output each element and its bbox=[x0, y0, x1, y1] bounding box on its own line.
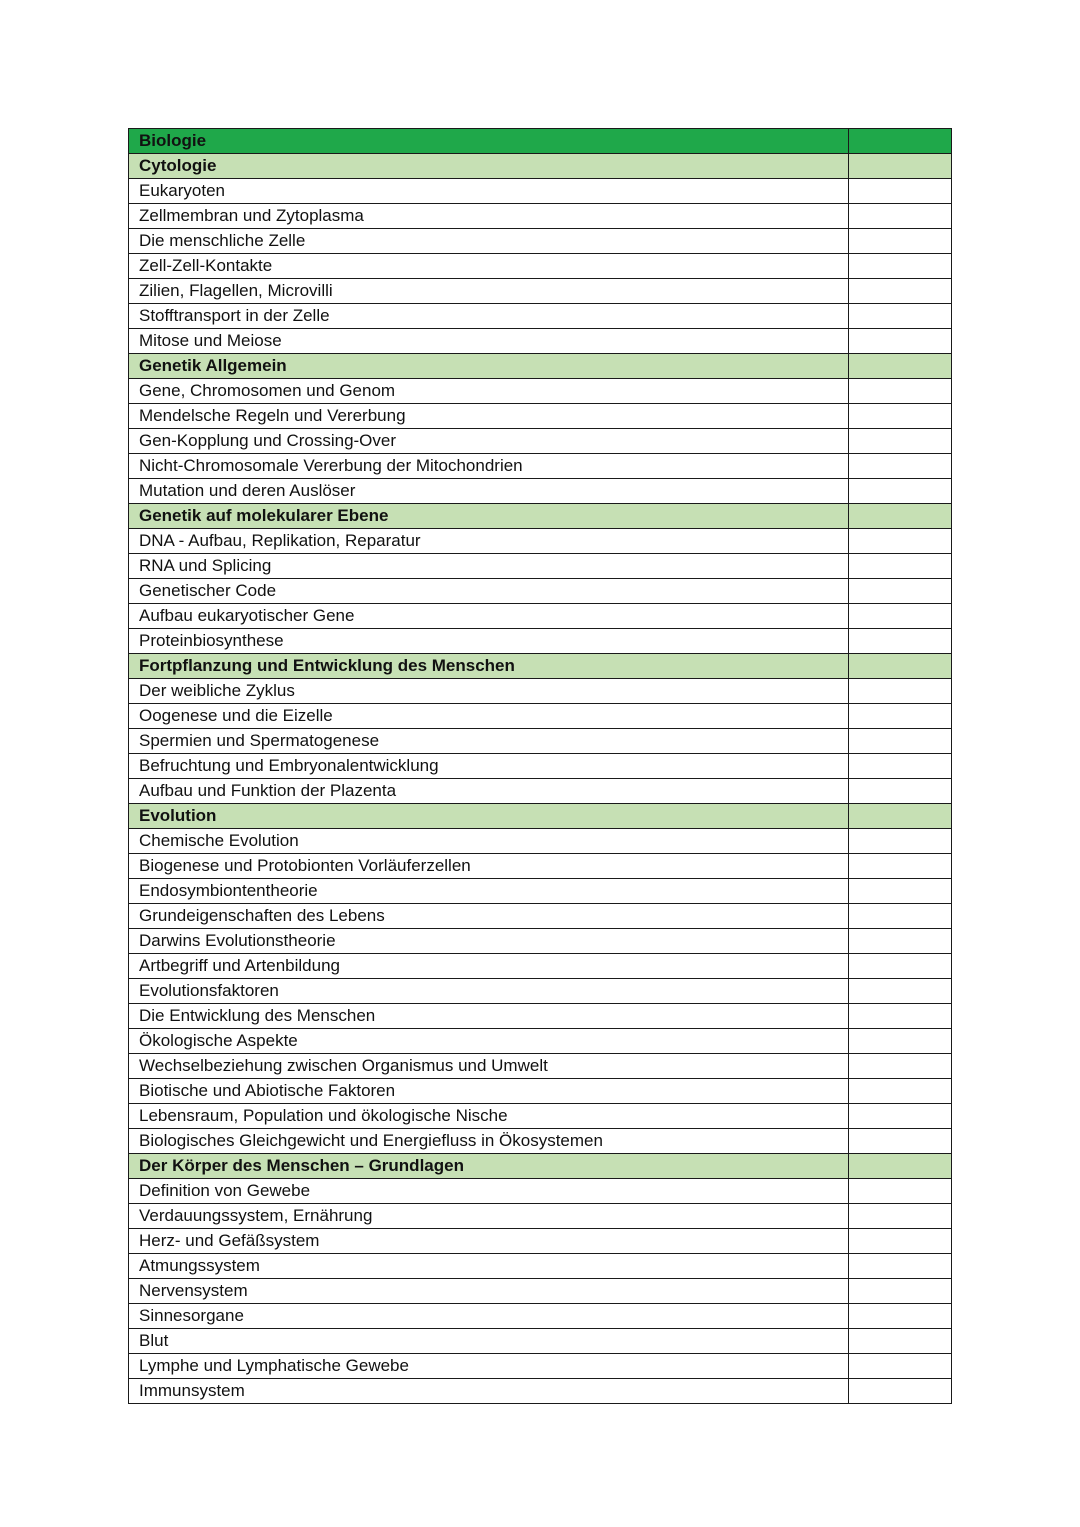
topic-check-cell[interactable] bbox=[849, 479, 952, 504]
topic-label: Mendelsche Regeln und Vererbung bbox=[129, 404, 849, 429]
topic-row bbox=[129, 779, 952, 804]
topic-check-cell[interactable] bbox=[849, 879, 952, 904]
topic-check-cell[interactable] bbox=[849, 529, 952, 554]
topic-row bbox=[129, 1054, 952, 1079]
topic-row bbox=[129, 1304, 952, 1329]
topic-label: Evolutionsfaktoren bbox=[129, 979, 849, 1004]
topic-row bbox=[129, 179, 952, 204]
topic-label: Stofftransport in der Zelle bbox=[129, 304, 849, 329]
topic-label: Lebensraum, Population und ökologische Nische bbox=[129, 1104, 849, 1129]
topic-check-cell[interactable] bbox=[849, 1054, 952, 1079]
topic-label: Wechselbeziehung zwischen Organismus und Umwelt bbox=[129, 1054, 849, 1079]
table-body bbox=[129, 129, 952, 1404]
topic-label: Proteinbiosynthese bbox=[129, 629, 849, 654]
topic-label: Oogenese und die Eizelle bbox=[129, 704, 849, 729]
topic-check-cell[interactable] bbox=[849, 379, 952, 404]
topic-row bbox=[129, 454, 952, 479]
topic-check-cell[interactable] bbox=[849, 304, 952, 329]
topic-row bbox=[129, 854, 952, 879]
topic-row bbox=[129, 1279, 952, 1304]
topic-check-cell[interactable] bbox=[849, 254, 952, 279]
topic-label: Herz- und Gefäßsystem bbox=[129, 1229, 849, 1254]
title-cell: Biologie bbox=[129, 129, 849, 154]
topic-check-cell[interactable] bbox=[849, 579, 952, 604]
topic-row bbox=[129, 704, 952, 729]
topic-row bbox=[129, 1254, 952, 1279]
topic-check-cell[interactable] bbox=[849, 1254, 952, 1279]
section-label: Genetik Allgemein bbox=[129, 354, 849, 379]
topic-label: Genetischer Code bbox=[129, 579, 849, 604]
topic-row bbox=[129, 529, 952, 554]
topic-row bbox=[129, 1104, 952, 1129]
section-header-row bbox=[129, 354, 952, 379]
topic-check-cell[interactable] bbox=[849, 429, 952, 454]
topic-check-cell[interactable] bbox=[849, 1104, 952, 1129]
topic-label: Verdauungssystem, Ernährung bbox=[129, 1204, 849, 1229]
section-header-row bbox=[129, 154, 952, 179]
topic-check-cell[interactable] bbox=[849, 1029, 952, 1054]
topic-row bbox=[129, 404, 952, 429]
section-label: Evolution bbox=[129, 804, 849, 829]
topic-label: Atmungssystem bbox=[129, 1254, 849, 1279]
topic-check-cell[interactable] bbox=[849, 204, 952, 229]
section-header-row bbox=[129, 654, 952, 679]
topic-row bbox=[129, 629, 952, 654]
topic-label: Ökologische Aspekte bbox=[129, 1029, 849, 1054]
topic-row bbox=[129, 229, 952, 254]
topic-row bbox=[129, 729, 952, 754]
topic-label: Mutation und deren Auslöser bbox=[129, 479, 849, 504]
topic-label: Befruchtung und Embryonalentwicklung bbox=[129, 754, 849, 779]
topic-label: Biogenese und Protobionten Vorläuferzellen bbox=[129, 854, 849, 879]
topic-row bbox=[129, 904, 952, 929]
section-check-cell[interactable] bbox=[849, 804, 952, 829]
topic-label: Biotische und Abiotische Faktoren bbox=[129, 1079, 849, 1104]
topic-row bbox=[129, 329, 952, 354]
topic-row bbox=[129, 579, 952, 604]
topic-check-cell[interactable] bbox=[849, 1079, 952, 1104]
topic-check-cell[interactable] bbox=[849, 629, 952, 654]
topic-check-cell[interactable] bbox=[849, 1379, 952, 1404]
topic-row bbox=[129, 1204, 952, 1229]
section-header-row bbox=[129, 804, 952, 829]
topic-check-cell[interactable] bbox=[849, 929, 952, 954]
topic-row bbox=[129, 1229, 952, 1254]
topic-row bbox=[129, 1379, 952, 1404]
title-check-cell bbox=[849, 129, 952, 154]
topic-row bbox=[129, 1029, 952, 1054]
section-check-cell[interactable] bbox=[849, 504, 952, 529]
topic-label: Chemische Evolution bbox=[129, 829, 849, 854]
section-label: Genetik auf molekularer Ebene bbox=[129, 504, 849, 529]
topic-checklist-table bbox=[128, 128, 952, 1404]
topic-label: Gene, Chromosomen und Genom bbox=[129, 379, 849, 404]
topic-label: Blut bbox=[129, 1329, 849, 1354]
topic-check-cell[interactable] bbox=[849, 1004, 952, 1029]
topic-label: Definition von Gewebe bbox=[129, 1179, 849, 1204]
section-check-cell[interactable] bbox=[849, 154, 952, 179]
topic-check-cell[interactable] bbox=[849, 1179, 952, 1204]
section-label: Der Körper des Menschen – Grundlagen bbox=[129, 1154, 849, 1179]
topic-check-cell[interactable] bbox=[849, 329, 952, 354]
topic-row bbox=[129, 829, 952, 854]
topic-check-cell[interactable] bbox=[849, 1354, 952, 1379]
topic-label: Eukaryoten bbox=[129, 179, 849, 204]
topic-check-cell[interactable] bbox=[849, 754, 952, 779]
section-header-row bbox=[129, 504, 952, 529]
topic-label: Mitose und Meiose bbox=[129, 329, 849, 354]
topic-label: Grundeigenschaften des Lebens bbox=[129, 904, 849, 929]
topic-check-cell[interactable] bbox=[849, 1279, 952, 1304]
topic-row bbox=[129, 679, 952, 704]
topic-check-cell[interactable] bbox=[849, 829, 952, 854]
topic-check-cell[interactable] bbox=[849, 1329, 952, 1354]
topic-label: Sinnesorgane bbox=[129, 1304, 849, 1329]
topic-row bbox=[129, 1329, 952, 1354]
section-header-row bbox=[129, 1154, 952, 1179]
topic-check-cell[interactable] bbox=[849, 179, 952, 204]
topic-label: Spermien und Spermatogenese bbox=[129, 729, 849, 754]
topic-row bbox=[129, 1004, 952, 1029]
topic-check-cell[interactable] bbox=[849, 1204, 952, 1229]
topic-check-cell[interactable] bbox=[849, 454, 952, 479]
topic-label: Nervensystem bbox=[129, 1279, 849, 1304]
topic-row bbox=[129, 1079, 952, 1104]
section-label: Cytologie bbox=[129, 154, 849, 179]
topic-check-cell[interactable] bbox=[849, 1229, 952, 1254]
section-check-cell[interactable] bbox=[849, 1154, 952, 1179]
topic-check-cell[interactable] bbox=[849, 554, 952, 579]
section-check-cell[interactable] bbox=[849, 354, 952, 379]
topic-row bbox=[129, 379, 952, 404]
topic-label: DNA - Aufbau, Replikation, Reparatur bbox=[129, 529, 849, 554]
topic-check-cell[interactable] bbox=[849, 729, 952, 754]
topic-row bbox=[129, 429, 952, 454]
topic-check-cell[interactable] bbox=[849, 1304, 952, 1329]
topic-label: Gen-Kopplung und Crossing-Over bbox=[129, 429, 849, 454]
topic-label: Zell-Zell-Kontakte bbox=[129, 254, 849, 279]
topic-row bbox=[129, 929, 952, 954]
topic-row bbox=[129, 279, 952, 304]
topic-row bbox=[129, 754, 952, 779]
topic-row bbox=[129, 204, 952, 229]
topic-label: RNA und Splicing bbox=[129, 554, 849, 579]
topic-label: Nicht-Chromosomale Vererbung der Mitochondrien bbox=[129, 454, 849, 479]
topic-check-cell[interactable] bbox=[849, 954, 952, 979]
topic-row bbox=[129, 954, 952, 979]
topic-row bbox=[129, 254, 952, 279]
topic-label: Lymphe und Lymphatische Gewebe bbox=[129, 1354, 849, 1379]
topic-check-cell[interactable] bbox=[849, 779, 952, 804]
topic-check-cell[interactable] bbox=[849, 679, 952, 704]
topic-label: Artbegriff und Artenbildung bbox=[129, 954, 849, 979]
topic-label: Die Entwicklung des Menschen bbox=[129, 1004, 849, 1029]
title-row bbox=[129, 129, 952, 154]
topic-row bbox=[129, 1354, 952, 1379]
topic-label: Immunsystem bbox=[129, 1379, 849, 1404]
topic-label: Aufbau und Funktion der Plazenta bbox=[129, 779, 849, 804]
topic-label: Zellmembran und Zytoplasma bbox=[129, 204, 849, 229]
topic-row bbox=[129, 879, 952, 904]
topic-check-cell[interactable] bbox=[849, 1129, 952, 1154]
topic-label: Darwins Evolutionstheorie bbox=[129, 929, 849, 954]
topic-label: Der weibliche Zyklus bbox=[129, 679, 849, 704]
topic-check-cell[interactable] bbox=[849, 854, 952, 879]
section-label: Fortpflanzung und Entwicklung des Menschen bbox=[129, 654, 849, 679]
topic-row bbox=[129, 1179, 952, 1204]
topic-label: Biologisches Gleichgewicht und Energiefluss in Ökosystemen bbox=[129, 1129, 849, 1154]
topic-check-cell[interactable] bbox=[849, 279, 952, 304]
topic-row bbox=[129, 979, 952, 1004]
topic-row bbox=[129, 304, 952, 329]
topic-label: Endosymbiontentheorie bbox=[129, 879, 849, 904]
topic-label: Aufbau eukaryotischer Gene bbox=[129, 604, 849, 629]
topic-label: Die menschliche Zelle bbox=[129, 229, 849, 254]
topic-check-cell[interactable] bbox=[849, 604, 952, 629]
topic-row bbox=[129, 1129, 952, 1154]
topic-row bbox=[129, 554, 952, 579]
section-check-cell[interactable] bbox=[849, 654, 952, 679]
topic-row bbox=[129, 604, 952, 629]
topic-label: Zilien, Flagellen, Microvilli bbox=[129, 279, 849, 304]
topic-row bbox=[129, 479, 952, 504]
topic-check-cell[interactable] bbox=[849, 404, 952, 429]
topic-check-cell[interactable] bbox=[849, 229, 952, 254]
topic-check-cell[interactable] bbox=[849, 979, 952, 1004]
topic-check-cell[interactable] bbox=[849, 904, 952, 929]
topic-check-cell[interactable] bbox=[849, 704, 952, 729]
